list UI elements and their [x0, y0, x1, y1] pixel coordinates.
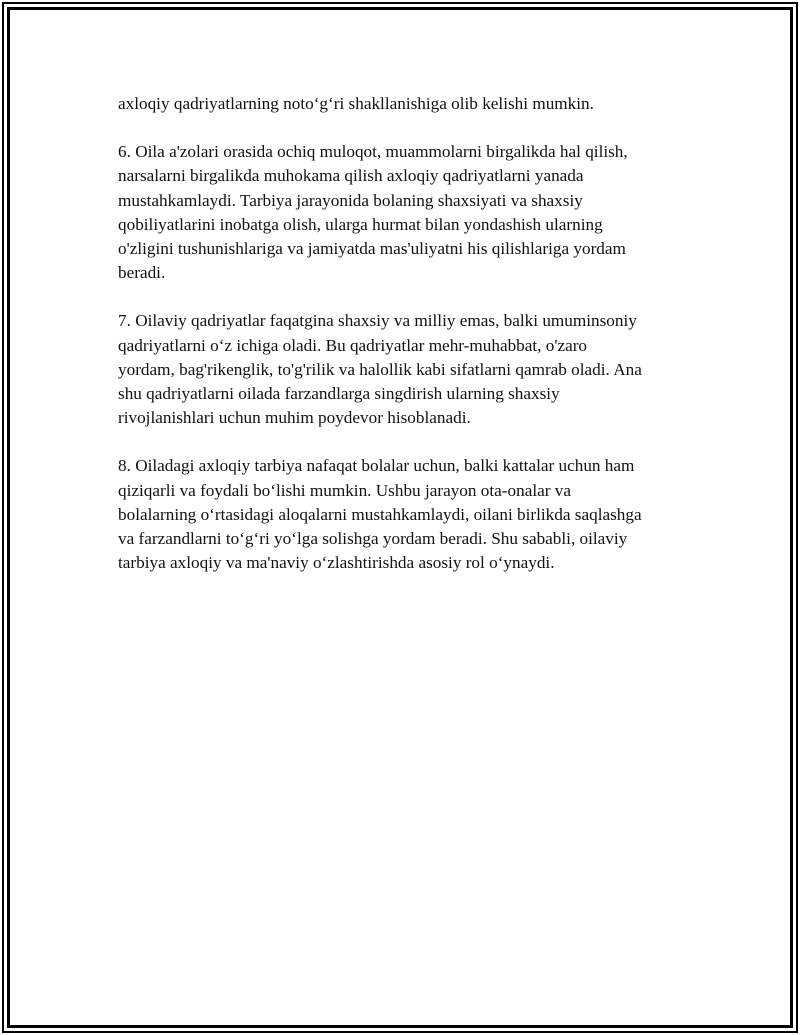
- text-line: va farzandlarni to‘g‘ri yo‘lga solishga yordam beradi. Shu sababli, oilaviy: [118, 529, 628, 549]
- text-line: 8. Oiladagi axloqiy tarbiya nafaqat bolalar uchun, balki kattalar uchun ham: [118, 456, 635, 476]
- paragraph-8: [118, 454, 678, 575]
- text-line: bolalarning o‘rtasidagi aloqalarni mustahkamlaydi, oilani birlikda saqlashga: [118, 504, 642, 524]
- text-line: beradi.: [118, 263, 166, 283]
- text-line: yordam, bag'rikenglik, to'g'rilik va halollik kabi sifatlarni qamrab oladi. Ana: [118, 359, 642, 379]
- text-line: tarbiya axloqiy va ma'naviy o‘zlashtirishda asosiy rol o‘ynaydi.: [118, 553, 555, 573]
- text-line: axloqiy qadriyatlarning noto‘g‘ri shakllanishiga olib kelishi mumkin.: [118, 94, 594, 113]
- text-line: mustahkamlaydi. Tarbiya jarayonida bolaning shaxsiyati va shaxsiy: [118, 190, 583, 210]
- text-line: qadriyatlarni o‘z ichiga oladi. Bu qadriyatlar mehr-muhabbat, o'zaro: [118, 335, 588, 355]
- paragraph-6: [118, 140, 678, 285]
- text-line: qiziqarli va foydali bo‘lishi mumkin. Ushbu jarayon ota-onalar va: [118, 480, 571, 500]
- text-line: narsalarni birgalikda muhokama qilish axloqiy qadriyatlarni yanada: [118, 166, 584, 186]
- text-line: rivojlanishlari uchun muhim poydevor hisoblanadi.: [118, 408, 471, 428]
- text-line: qobiliyatlarini inobatga olish, ularga hurmat bilan yondashish ularning: [118, 214, 603, 234]
- text-line: 7. Oilaviy qadriyatlar faqatgina shaxsiy va milliy emas, balki umuminsoniy: [118, 311, 637, 331]
- text-line: o'zligini tushunishlariga va jamiyatda mas'uliyatni his qilishlariga yordam: [118, 239, 626, 259]
- paragraph-continuation: [118, 92, 678, 116]
- text-line: 6. Oila a'zolari orasida ochiq muloqot, muammolarni birgalikda hal qilish,: [118, 142, 628, 162]
- paragraph-7: [118, 309, 678, 430]
- document-body: [118, 92, 678, 599]
- text-line: shu qadriyatlarni oilada farzandlarga singdirish ularning shaxsiy: [118, 384, 560, 404]
